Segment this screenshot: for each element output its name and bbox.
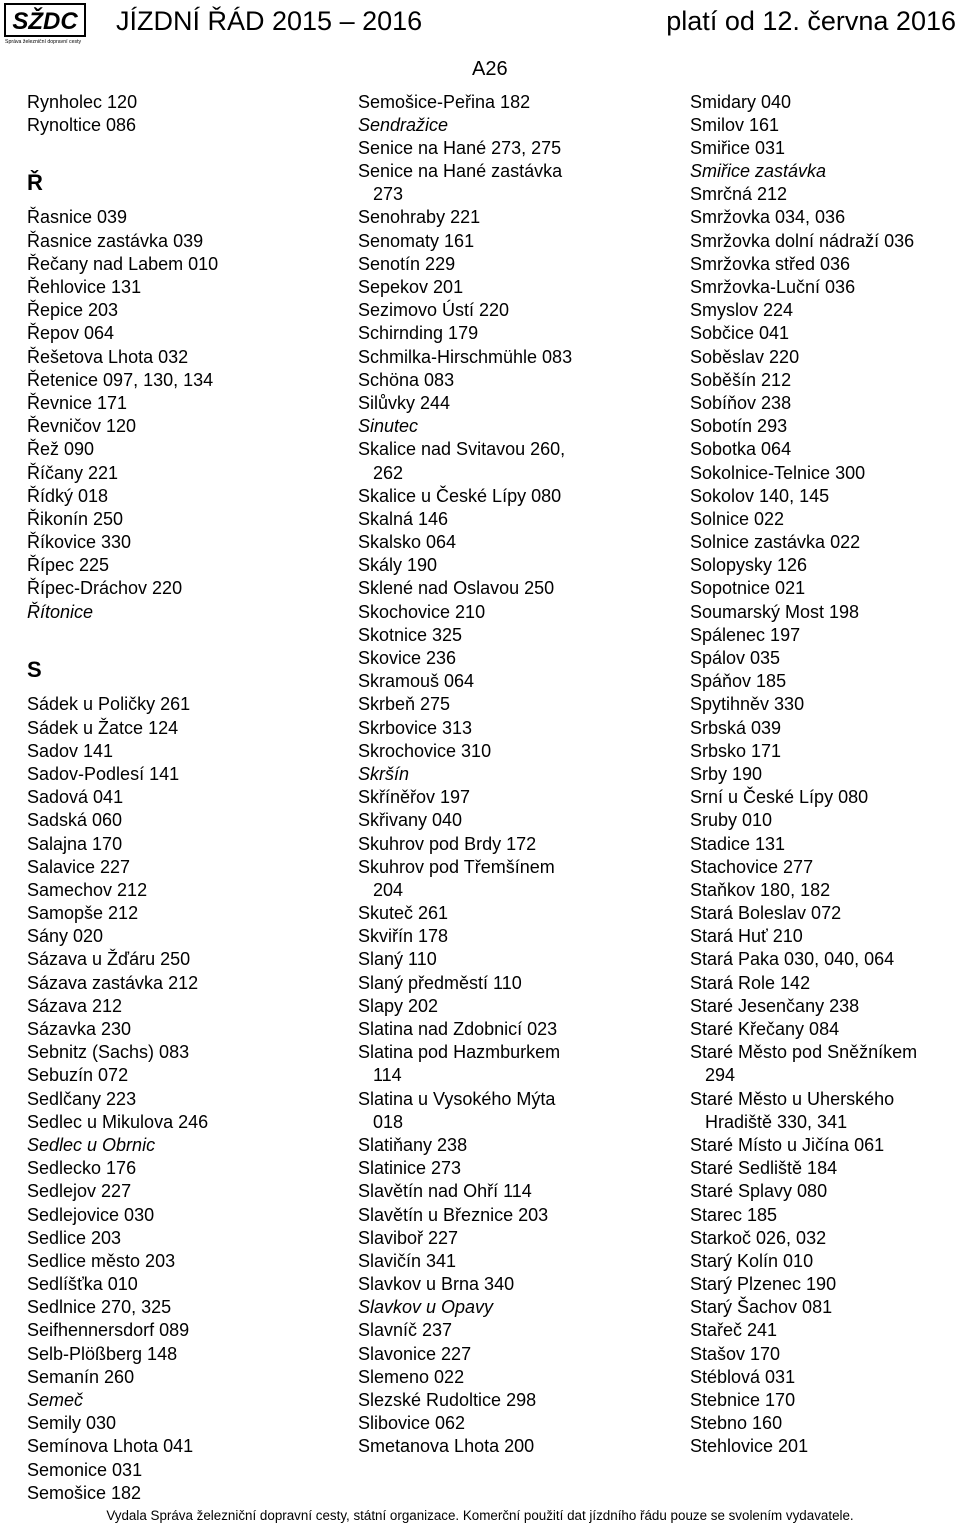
station-entry: Starý Kolín 010 xyxy=(690,1250,814,1271)
station-entry: Staré Město pod Sněžníkem xyxy=(690,1042,918,1063)
station-entry-continuation: 018 xyxy=(373,1111,404,1132)
station-entry: Řídký 018 xyxy=(27,485,109,506)
station-entry: Sedlec u Obrnic xyxy=(27,1134,156,1155)
station-entry: Sebuzín 072 xyxy=(27,1065,129,1086)
station-entry: Sedlice město 203 xyxy=(27,1250,176,1271)
station-entry: Sedlecko 176 xyxy=(27,1158,137,1179)
station-entry: Sadov 141 xyxy=(27,740,114,761)
station-entry: Slezské Rudoltice 298 xyxy=(358,1390,537,1410)
station-entry: Skuhrov pod Brdy 172 xyxy=(358,833,537,854)
station-entry: Sinutec xyxy=(358,416,419,437)
station-entry: Sedlejovice 030 xyxy=(27,1204,155,1225)
station-entry: Soběšín 212 xyxy=(690,369,792,390)
station-entry: Řasnice zastávka 039 xyxy=(27,230,204,251)
station-entry: Slaný 110 xyxy=(358,949,437,970)
station-entry: Řítonice xyxy=(27,601,94,622)
station-entry: Stará Role 142 xyxy=(690,972,811,993)
station-entry: Semily 030 xyxy=(27,1413,117,1434)
station-entry: Slavětín nad Ohří 114 xyxy=(358,1181,532,1202)
publisher-footer: Vydala Správa železniční dopravní cesty, státní organizace. Komerční použití dat jízdního řádu pouze se svolením vydavatele. xyxy=(106,1508,854,1523)
station-entry: Starý Šachov 081 xyxy=(690,1297,833,1318)
station-entry: Říčany 221 xyxy=(27,462,119,483)
station-entry: Slibovice 062 xyxy=(358,1413,466,1434)
station-entry: Stachovice 277 xyxy=(690,856,814,877)
station-entry: Skovice 236 xyxy=(358,648,457,668)
station-entry: Spálov 035 xyxy=(690,648,781,668)
station-entry: Smiřice zastávka xyxy=(690,161,827,182)
station-entry: Spytihněv 330 xyxy=(690,694,805,715)
station-entry: Starec 185 xyxy=(690,1204,778,1225)
station-entry: Soběslav 220 xyxy=(690,346,800,367)
station-entry: Řikonín 250 xyxy=(27,508,124,529)
station-entry: Stará Paka 030, 040, 064 xyxy=(690,949,895,970)
station-entry: Skalice u České Lípy 080 xyxy=(358,485,562,506)
station-entry: Semošice-Peřina 182 xyxy=(358,91,531,112)
station-entry: Říkovice 330 xyxy=(27,532,132,553)
station-entry: Spálenec 197 xyxy=(690,624,801,645)
station-entry: Stehlovice 201 xyxy=(690,1436,809,1457)
station-entry: Slemeno 022 xyxy=(358,1366,465,1387)
station-entry: Sázavka 230 xyxy=(27,1019,132,1040)
station-entry: Stařeč 241 xyxy=(690,1320,778,1341)
section-spacer xyxy=(27,137,337,160)
header-valid-from: platí od 12. června 2016 xyxy=(666,6,956,36)
station-entry: Skotnice 325 xyxy=(358,624,463,645)
station-entry: Rynholec 120 xyxy=(27,91,138,112)
station-entry: Sruby 010 xyxy=(690,810,773,831)
station-entry: Semeč xyxy=(27,1390,84,1411)
station-entry: Stebnice 170 xyxy=(690,1390,796,1410)
station-entry: Sklené nad Oslavou 250 xyxy=(358,578,555,599)
station-entry: Slavičín 341 xyxy=(358,1250,457,1271)
station-entry: Rynoltice 086 xyxy=(27,114,137,135)
station-entry: Sebnitz (Sachs) 083 xyxy=(27,1042,190,1063)
station-entry: Slaný předměstí 110 xyxy=(358,972,522,993)
station-entry: Stará Boleslav 072 xyxy=(690,903,842,924)
station-entry: Smržovka střed 036 xyxy=(690,253,851,274)
header-title: JÍZDNÍ ŘÁD 2015 – 2016 xyxy=(116,6,423,36)
station-entry: Skršín xyxy=(358,763,410,784)
station-entry: Semonice 031 xyxy=(27,1459,143,1480)
station-entry: Slatina pod Hazmburkem xyxy=(358,1042,561,1063)
station-entry: Smržovka dolní nádraží 036 xyxy=(690,230,915,251)
station-entry: Řevnice 171 xyxy=(27,392,128,413)
station-entry: Selb-Plößberg 148 xyxy=(27,1343,178,1364)
station-entry: Skviřín 178 xyxy=(358,926,449,947)
station-entry: Srby 190 xyxy=(690,763,763,784)
station-entry: Skřivany 040 xyxy=(358,810,463,831)
station-entry: Schmilka-Hirschmühle 083 xyxy=(358,346,573,367)
station-entry: Slavkov u Opavy xyxy=(358,1297,494,1318)
station-entry: Sezimovo Ústí 220 xyxy=(358,300,510,321)
station-entry: Samechov 212 xyxy=(27,879,148,900)
station-entry-continuation: 204 xyxy=(373,879,404,900)
logo-text: SŽDC xyxy=(12,8,78,35)
station-entry: Sedlnice 270, 325 xyxy=(27,1297,172,1318)
station-entry: Salavice 227 xyxy=(27,856,131,877)
station-entry: Staré Jesenčany 238 xyxy=(690,995,860,1016)
station-entry: Solnice 022 xyxy=(690,508,785,529)
station-entry: Slatina u Vysokého Mýta xyxy=(358,1088,556,1109)
station-entry: Staré Město u Uherského xyxy=(690,1088,895,1109)
station-entry: Sedlice 203 xyxy=(27,1227,122,1248)
station-entry: Skuhrov pod Třemšínem xyxy=(358,856,555,877)
station-entry-continuation: 294 xyxy=(705,1065,736,1086)
station-entry: Smrčná 212 xyxy=(690,184,788,205)
station-entry: Sendražice xyxy=(358,114,449,135)
station-entry: Slapy 202 xyxy=(358,995,439,1016)
station-entry: Řetenice 097, 130, 134 xyxy=(27,369,214,390)
station-entry: Spáňov 185 xyxy=(690,671,787,692)
station-entry: Sadov-Podlesí 141 xyxy=(27,763,180,784)
page-code: A26 xyxy=(472,58,508,80)
station-entry: Řepov 064 xyxy=(27,323,115,344)
station-entry: Slatinice 273 xyxy=(358,1158,462,1179)
station-entry: Smilov 161 xyxy=(690,114,780,135)
station-entry: Silůvky 244 xyxy=(358,392,451,413)
szdc-logo xyxy=(4,3,86,45)
station-entry: Řevničov 120 xyxy=(27,416,137,437)
station-entry: Srbsko 171 xyxy=(690,740,782,761)
station-entry: Slavonice 227 xyxy=(358,1343,472,1364)
station-entry: Srní u České Lípy 080 xyxy=(690,787,869,808)
station-entry: Senohraby 221 xyxy=(358,207,481,228)
station-entry: Stašov 170 xyxy=(690,1343,781,1364)
station-entry: Sázava zastávka 212 xyxy=(27,972,199,993)
station-entry: Smyslov 224 xyxy=(690,300,794,321)
station-entry: Sedlejov 227 xyxy=(27,1181,132,1202)
station-entry: Staré Místo u Jičína 061 xyxy=(690,1134,885,1155)
station-entry: Sopotnice 021 xyxy=(690,578,806,599)
station-entry: Řešetova Lhota 032 xyxy=(27,346,189,367)
station-entry: Sokolnice-Telnice 300 xyxy=(690,462,866,483)
station-entry: Senice na Hané zastávka xyxy=(358,161,563,182)
station-entry: Soumarský Most 198 xyxy=(690,601,860,622)
station-entry: Slatina nad Zdobnicí 023 xyxy=(358,1019,558,1039)
station-entry: Schöna 083 xyxy=(358,369,455,390)
station-entry: Slavníč 237 xyxy=(358,1320,453,1341)
station-entry: Řepice 203 xyxy=(27,300,119,321)
station-entry: Staré Křečany 084 xyxy=(690,1019,840,1039)
station-entry: Stará Huť 210 xyxy=(690,926,803,947)
station-entry: Skochovice 210 xyxy=(358,601,486,622)
station-entry-continuation: 114 xyxy=(373,1065,402,1086)
station-entry: Slaviboř 227 xyxy=(358,1227,459,1248)
station-entry: Sobčice 041 xyxy=(690,323,790,344)
station-entry: Sedlčany 223 xyxy=(27,1088,137,1109)
station-entry: Skalice nad Svitavou 260, xyxy=(358,439,566,460)
station-entry: Stadice 131 xyxy=(690,833,786,854)
station-entry: Řež 090 xyxy=(27,439,95,460)
station-entry: Řípec 225 xyxy=(27,555,110,576)
station-entry: Senotín 229 xyxy=(358,253,456,274)
station-entry: Skalsko 064 xyxy=(358,532,457,553)
station-entry: Sadová 041 xyxy=(27,787,124,808)
station-entry-continuation: 262 xyxy=(373,462,404,483)
station-entry: Srbská 039 xyxy=(690,717,782,738)
station-entry: Slatiňany 238 xyxy=(358,1134,468,1155)
station-entry: Starý Plzenec 190 xyxy=(690,1274,837,1295)
station-entry: Solnice zastávka 022 xyxy=(690,532,861,553)
station-entry: Řasnice 039 xyxy=(27,207,128,228)
station-entry: Staňkov 180, 182 xyxy=(690,879,831,900)
station-entry: Sádek u Žatce 124 xyxy=(27,717,179,738)
station-entry: Sedlec u Mikulova 246 xyxy=(27,1111,209,1132)
station-entry: Řípec-Dráchov 220 xyxy=(27,578,183,599)
station-entry: Sázava 212 xyxy=(27,995,123,1016)
station-entry: Staré Sedliště 184 xyxy=(690,1158,838,1179)
station-entry: Smidary 040 xyxy=(690,91,792,112)
station-entry: Seifhennersdorf 089 xyxy=(27,1320,190,1341)
station-entry: Slavětín u Březnice 203 xyxy=(358,1204,549,1225)
station-entry: Slavkov u Brna 340 xyxy=(358,1274,515,1295)
station-entry: Sány 020 xyxy=(27,926,104,947)
section-spacer xyxy=(27,624,337,647)
station-entry: Staré Splavy 080 xyxy=(690,1181,828,1202)
station-entry: Skrochovice 310 xyxy=(358,740,492,761)
logo-subtitle: Správa železniční dopravní cesty xyxy=(5,39,82,45)
page-header xyxy=(0,0,960,50)
station-entry: Starkoč 026, 032 xyxy=(690,1227,827,1248)
station-entry: Skrbovice 313 xyxy=(358,717,473,738)
index-column-1 xyxy=(27,91,337,1505)
station-entry: Solopysky 126 xyxy=(690,555,808,576)
station-entry: Stéblová 031 xyxy=(690,1366,796,1387)
station-entry: Skalná 146 xyxy=(358,508,449,529)
station-entry: Sedlíšťka 010 xyxy=(27,1274,138,1295)
station-entry: Sokolov 140, 145 xyxy=(690,485,830,506)
station-entry: Sepekov 201 xyxy=(358,277,464,297)
station-entry: Senice na Hané 273, 275 xyxy=(358,137,562,158)
station-entry: Smržovka-Luční 036 xyxy=(690,277,856,297)
station-entry: Řehlovice 131 xyxy=(27,277,142,298)
station-entry: Skrbeň 275 xyxy=(358,694,451,715)
station-entry: Skramouš 064 xyxy=(358,671,475,692)
station-entry: Skály 190 xyxy=(358,555,438,576)
station-entry: Stebno 160 xyxy=(690,1413,783,1434)
station-entry: Sobotín 293 xyxy=(690,416,788,437)
station-entry: Semínova Lhota 041 xyxy=(27,1436,194,1457)
station-entry: Sázava u Žďáru 250 xyxy=(27,949,191,970)
station-entry: Salajna 170 xyxy=(27,833,123,854)
station-entry: Skuteč 261 xyxy=(358,903,449,924)
index-column-2 xyxy=(358,91,678,1459)
station-entry-continuation: 273 xyxy=(373,184,404,205)
station-entry: Senomaty 161 xyxy=(358,230,475,251)
station-entry: Řečany nad Labem 010 xyxy=(27,253,219,274)
station-entry: Sobotka 064 xyxy=(690,439,792,460)
section-letter: S xyxy=(27,657,42,683)
station-entry: Smiřice 031 xyxy=(690,137,786,158)
section-letter: Ř xyxy=(27,170,43,196)
station-entry: Semanín 260 xyxy=(27,1366,135,1387)
station-entry: Smetanova Lhota 200 xyxy=(358,1436,535,1457)
station-entry: Samopše 212 xyxy=(27,903,139,924)
station-entry: Skříněřov 197 xyxy=(358,787,471,808)
station-entry: Schirnding 179 xyxy=(358,323,479,344)
station-entry: Smržovka 034, 036 xyxy=(690,207,846,228)
station-entry: Semošice 182 xyxy=(27,1482,142,1503)
station-entry-continuation: Hradiště 330, 341 xyxy=(705,1111,848,1132)
station-entry: Sádek u Poličky 261 xyxy=(27,694,191,715)
station-entry: Sadská 060 xyxy=(27,810,123,831)
index-column-3 xyxy=(690,91,958,1459)
station-entry: Sobíňov 238 xyxy=(690,392,792,413)
